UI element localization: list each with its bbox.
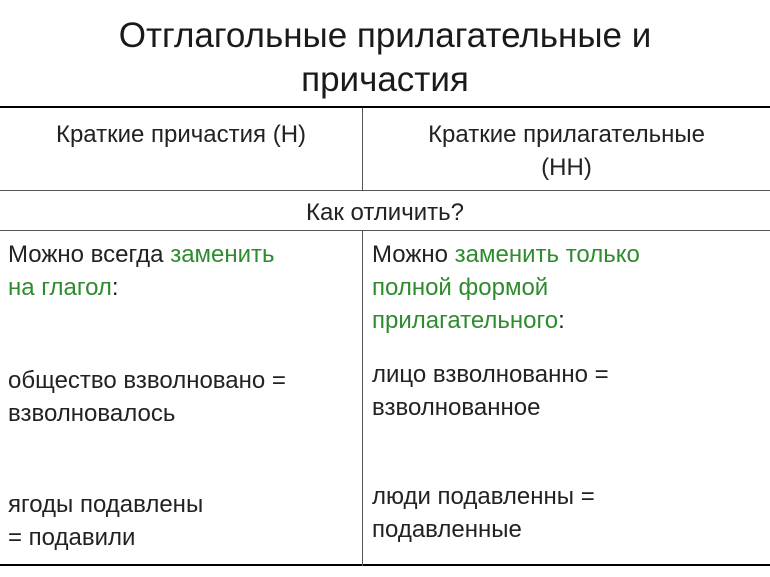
comparison-table [0, 106, 770, 566]
right-rule-highlight-2: полной формой [372, 274, 549, 301]
left-rule-colon: : [111, 274, 119, 301]
left-example-2 [8, 488, 358, 554]
left-rule-text: Можно всегда [8, 241, 171, 268]
right-rule-text: Можно [372, 241, 455, 268]
title-line-1: Отглагольные прилагательные и [118, 16, 652, 55]
left-example-1 [8, 364, 358, 430]
header-row-divider [0, 190, 770, 191]
left-example-1-line-1: общество взволновано = [8, 367, 286, 394]
header-short-adjectives [363, 118, 770, 184]
left-example-2-line-2: = подавили [8, 524, 136, 551]
question-row-divider [0, 230, 770, 231]
right-example-1 [372, 358, 767, 424]
column-divider-bottom [362, 230, 363, 566]
header-left-label: Краткие причастия (Н) [55, 121, 307, 148]
page-title [0, 14, 770, 102]
right-example-1-line-2: взволнованное [372, 394, 541, 421]
title-line-2: причастия [301, 60, 469, 99]
header-right-line-1: Краткие прилагательные [428, 121, 705, 148]
right-example-1-line-1: лицо взволнованно = [372, 361, 609, 388]
left-example-2-line-1: ягоды подавлены [8, 491, 204, 518]
right-example-2 [372, 480, 767, 546]
left-rule [8, 238, 358, 304]
right-rule-highlight: заменить только [454, 241, 640, 268]
right-rule-highlight-3: прилагательного [372, 307, 559, 334]
question-text: Как отличить? [306, 199, 464, 226]
right-example-2-line-1: люди подавленны = [372, 483, 595, 510]
left-rule-highlight-2: на глагол [8, 274, 112, 301]
question-row [0, 196, 770, 229]
header-right-line-2: (НН) [541, 154, 592, 181]
right-rule [372, 238, 767, 337]
right-example-2-line-2: подавленные [372, 516, 522, 543]
right-rule-colon: : [558, 307, 565, 334]
header-short-participles [0, 118, 362, 151]
left-example-1-line-2: взволновалось [8, 400, 176, 427]
left-rule-highlight: заменить [170, 241, 275, 268]
